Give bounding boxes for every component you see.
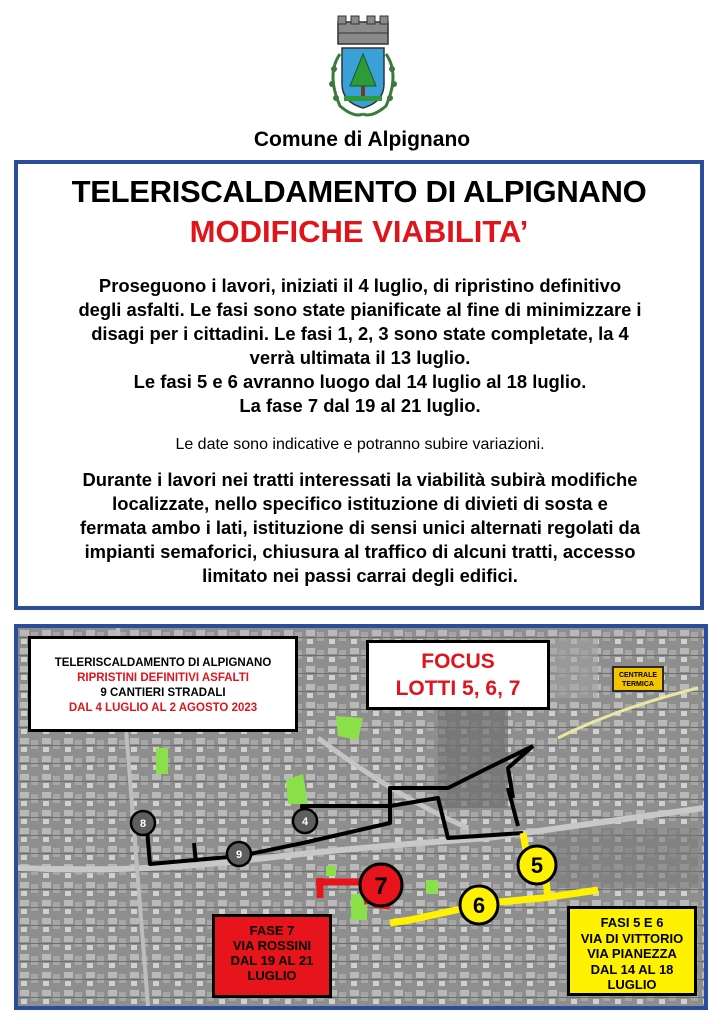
- marker-5-label: 5: [530, 853, 544, 878]
- notice-box: [14, 160, 704, 610]
- paragraph-line: Durante i lavori nei tratti interessati la viabilità subirà modifiche: [82, 469, 638, 490]
- paragraph-line: La fase 7 dal 19 al 21 luglio.: [239, 395, 481, 416]
- legend-title: TELERISCALDAMENTO DI ALPIGNANO: [54, 657, 272, 669]
- marker-9-label: 9: [235, 849, 243, 861]
- centrale-termica-label: [612, 666, 664, 692]
- centrale-line: CENTRALE: [618, 672, 658, 679]
- paragraph-line: Le fasi 5 e 6 avranno luogo dal 14 luglio al 18 luglio.: [133, 371, 587, 392]
- phase-7-line: LUGLIO: [247, 968, 297, 983]
- phase-5-6-line: FASI 5 E 6: [600, 915, 664, 930]
- municipality-name: Comune di Alpignano: [253, 128, 471, 151]
- traffic-changes-paragraph: [32, 468, 688, 588]
- focus-label: [366, 640, 550, 710]
- marker-6: [456, 882, 502, 928]
- focus-line: FOCUS: [421, 650, 495, 673]
- paragraph-line: fermata ambo i lati, istituzione di sensi unici alternati regolati da: [79, 517, 641, 538]
- paragraph-line: disagi per i cittadini. Le fasi 1, 2, 3 sono state completate, la 4: [91, 323, 629, 344]
- marker-5: [514, 842, 560, 888]
- marker-4-label: 4: [301, 816, 309, 828]
- marker-9: [224, 839, 254, 869]
- phase-7-line: FASE 7: [249, 923, 295, 938]
- paragraph-line: impianti semaforici, chiusura al traffico di alcuni tratti, accesso: [84, 541, 636, 562]
- legend-dates: DAL 4 LUGLIO AL 2 AGOSTO 2023: [68, 702, 258, 714]
- paragraph-line: verrà ultimata il 13 luglio.: [249, 347, 471, 368]
- notice-subtitle: MODIFICHE VIABILITA’: [189, 214, 529, 249]
- dates-disclaimer: Le date sono indicative e potranno subire variazioni.: [175, 436, 545, 453]
- paragraph-line: localizzate, nello specifico istituzione di divieti di sosta e: [112, 493, 608, 514]
- marker-7-label: 7: [374, 873, 388, 900]
- notice-title: TELERISCALDAMENTO DI ALPIGNANO: [71, 174, 647, 209]
- works-map: [14, 624, 708, 1010]
- marker-6-label: 6: [472, 893, 486, 918]
- marker-8-label: 8: [139, 818, 147, 830]
- paragraph-line: Proseguono i lavori, iniziati il 4 luglio, di ripristino definitivo: [98, 275, 622, 296]
- phase-5-6-line: LUGLIO: [607, 977, 657, 992]
- phase-7-line: VIA ROSSINI: [232, 938, 312, 953]
- map-legend: [28, 636, 298, 732]
- marker-7: [356, 860, 406, 910]
- phase-5-6-line: VIA DI VITTORIO: [580, 930, 684, 946]
- phase-7-line: DAL 19 AL 21: [230, 953, 314, 968]
- paragraph-line: degli asfalti. Le fasi sono state pianificate al fine di minimizzare i: [78, 299, 642, 320]
- legend-subtitle: RIPRISTINI DEFINITIVI ASFALTI: [77, 672, 249, 684]
- focus-line: LOTTI 5, 6, 7: [395, 677, 521, 700]
- marker-8: [128, 808, 158, 838]
- works-schedule-paragraph: [32, 274, 688, 418]
- paragraph-line: limitato nei passi carrai degli edifici.: [202, 565, 518, 586]
- phase-5-6-line: VIA PIANEZZA: [587, 946, 677, 961]
- legend-count: 9 CANTIERI STRADALI: [100, 687, 226, 699]
- phase-5-6-box: [567, 906, 697, 996]
- centrale-line: TERMICA: [622, 681, 654, 688]
- coat-of-arms-icon: [318, 14, 408, 124]
- phase-7-box: [212, 914, 332, 998]
- marker-4: [290, 806, 320, 836]
- phase-5-6-line: DAL 14 AL 18: [590, 961, 674, 977]
